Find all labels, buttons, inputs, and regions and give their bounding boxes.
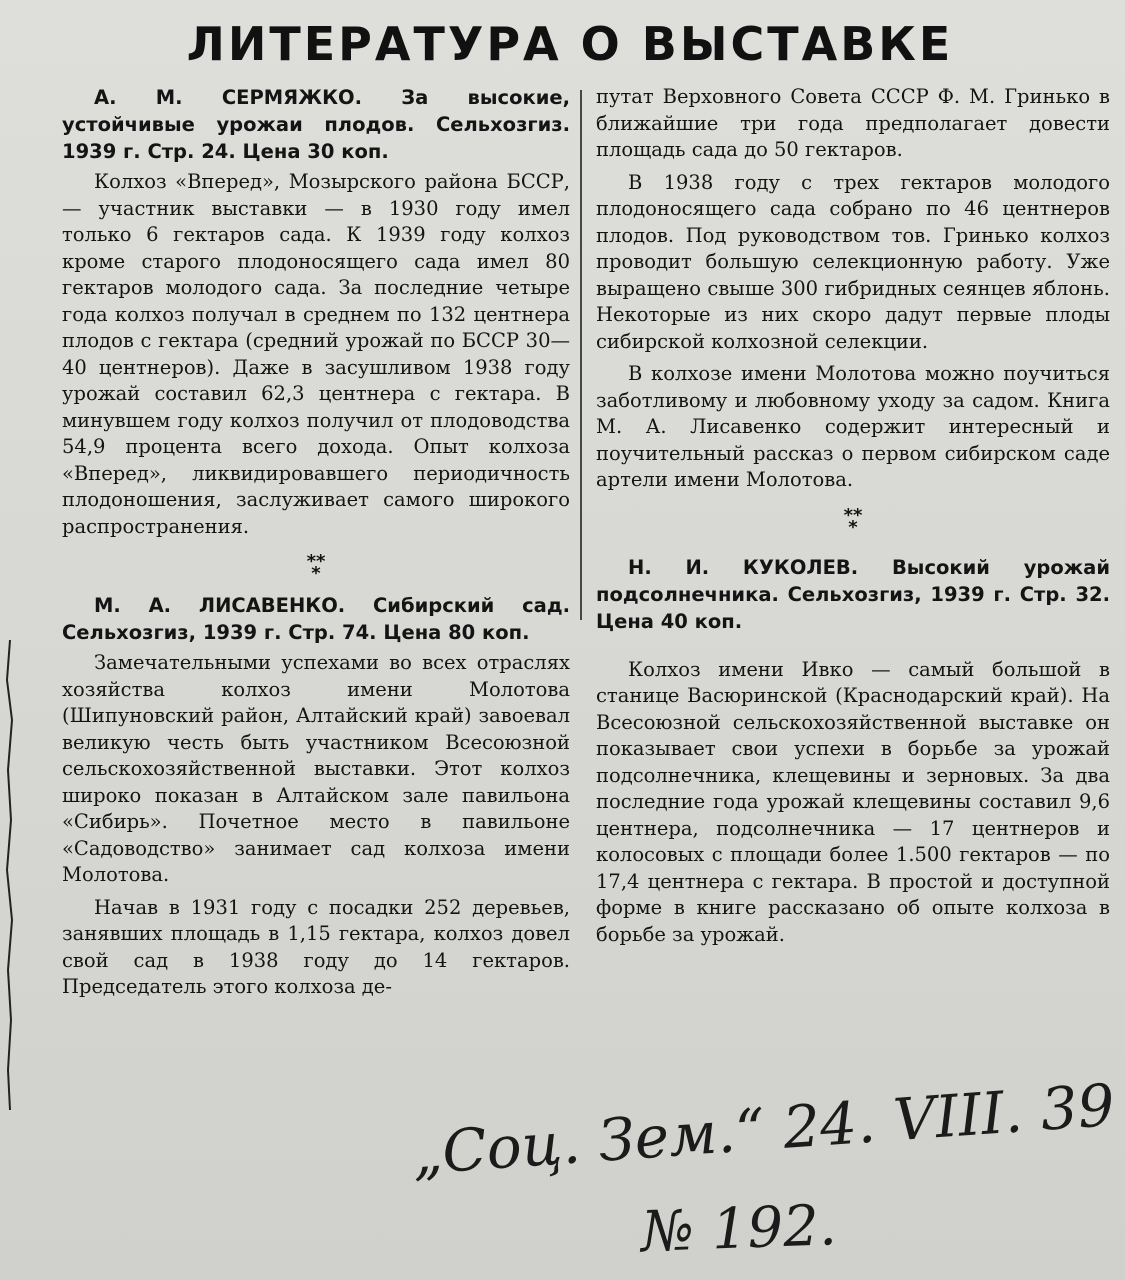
entry-heading-sermyazhko: А. М. СЕРМЯЖКО. За высокие, устойчивые урожаи плодов. Сельхозгиз. 1939 г. Стр. 24. Цена 30 коп. <box>62 86 570 163</box>
handwritten-source-date: „Соц. Зем.“ 24. VIII. 39 <box>410 1070 1117 1188</box>
continuation-p1: путат Верховного Совета СССР Ф. М. Гринько в ближайшие три года предполагает довести площадь сада до 50 гектаров. <box>596 85 1110 161</box>
handwritten-annotation <box>410 1070 1117 1270</box>
left-column <box>62 84 570 1007</box>
entry-heading-kukolev: Н. И. КУКОЛЕВ. Высокий урожай подсолнечника. Сельхозгиз, 1939 г. Стр. 32. Цена 40 коп. <box>596 555 1110 633</box>
continuation-p3: В колхозе имени Молотова можно поучиться заботливому и любовному уходу за садом. Книга М. А. Лисавенко содержит интересный и поучительный рассказ о первом сибирском саде артели имени Молотова. <box>596 362 1110 491</box>
page-title: ЛИТЕРАТУРА О ВЫСТАВКЕ <box>186 17 954 71</box>
handwritten-issue-number: № 192. <box>640 1193 838 1265</box>
column-divider <box>580 90 582 620</box>
entry-body-lisavenko-p1: Замечательными успехами во всех отраслях хозяйства колхоз имени Молотова (Шипуновский район, Алтайский край) завоевал великую честь быть участником Всесоюзной сельскохозяйственной выставки. Этот колхоз широко показан в Алтайском зале павильона «Сибирь». Почетное место в павильоне «Садоводство» занимает сад колхоза имени Молотова. <box>62 651 570 886</box>
entry-body-lisavenko-p2: Начав в 1931 году с посадки 252 деревьев, занявших площадь в 1,15 гектара, колхоз довел свой сад в 1938 году до 14 гектаров. Председатель этого колхоза де- <box>62 895 570 998</box>
entry-body-sermyazhko: Колхоз «Вперед», Мозырского района БССР, — участник выставки — в 1930 году имел только 6 гектаров сада. К 1939 году колхоз кроме старого плодоносящего сада имел 80 гектаров молодого сада. За последние четыре года колхоз получал в среднем по 132 центнера плодов с гектара (средний урожай по БССР 30—40 центнеров). Даже в засушливом 1938 году урожай составил 62,3 центнера с гектара. В минувшем году колхоз получил от плодоводства 54,9 процента всего дохода. Опыт колхоза «Вперед», ликвидировавшего периодичность плодоношения, заслуживает самого широкого распространения. <box>62 170 570 538</box>
margin-pencil-mark <box>4 640 16 1110</box>
entry-heading-lisavenko: М. А. ЛИСАВЕНКО. Сибирский сад. Сельхозгиз, 1939 г. Стр. 74. Цена 80 коп. <box>62 594 570 644</box>
separator-stars-right: ** * <box>843 504 863 538</box>
section-separator-right <box>596 500 1110 546</box>
separator-stars: ** * <box>306 551 326 584</box>
continuation-p2: В 1938 году с трех гектаров молодого плодоносящего сада собрано по 46 центнеров плодов. Под руководством тов. Гринько колхоз проводит большую селекционную работу. Уже выращено свыше 300 гибридных сеянцев яблонь. Некоторые из них скоро дадут первые плоды сибирской колхозной селекции. <box>596 170 1110 353</box>
entry-body-kukolev: Колхоз имени Ивко — самый большой в станице Васюринской (Краснодарский край). На Всесоюзной сельскохозяйственной выставке он показывает свои успехи в борьбе за урожай подсолнечника, клещевины и зерновых. За два последние года урожай клещевины составил 9,6 центнера, подсолнечника — 17 центнеров и колосовых с площади более 1.500 гектаров — по 17,4 центнера с гектара. В простой и доступной форме в книге рассказано об опыте колхоза в борьбе за урожай. <box>596 657 1110 946</box>
right-column <box>596 84 1110 954</box>
section-separator <box>62 546 570 592</box>
